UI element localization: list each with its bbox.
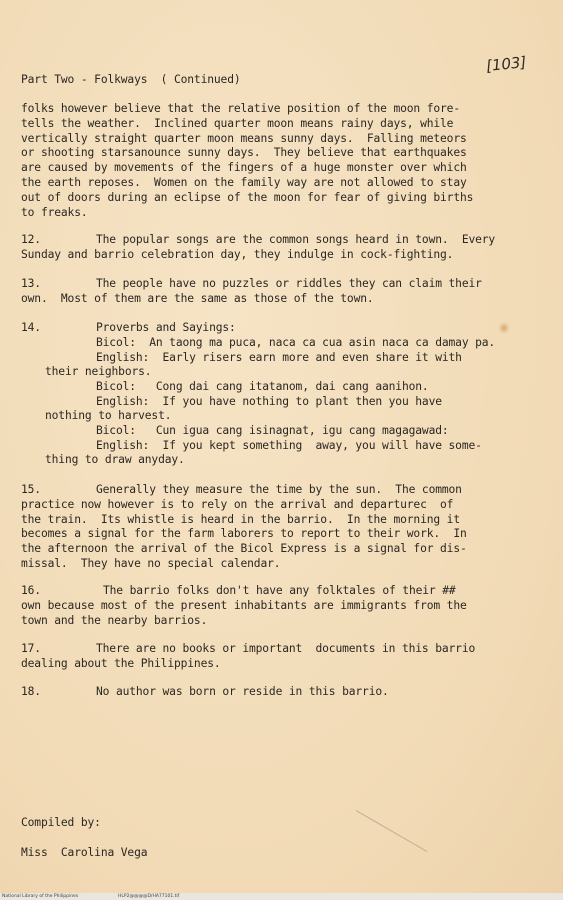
- item-line: Sunday and barrio celebration day, they indulge in cock-fighting.: [21, 248, 454, 261]
- item-line: the train. Its whistle is heard in the barrio. In the morning it: [21, 512, 460, 526]
- proverb-bicol: Bicol: Cong dai cang itatanom, dai cang aanihon.: [96, 380, 429, 393]
- page-number: [103]: [485, 52, 528, 76]
- item-number: 17.: [21, 642, 41, 655]
- item-line: Generally they measure the time by the sun. The common: [96, 483, 462, 496]
- intro-line: folks however believe that the relative position of the moon fore-: [21, 102, 460, 115]
- intro-line: are caused by movements of the fingers of a huge monster over which: [21, 161, 467, 175]
- item-18: [21, 685, 389, 743]
- item-number: 12.: [21, 233, 41, 246]
- ink-smudge: [498, 322, 510, 334]
- item-number: 14.: [21, 321, 41, 334]
- section-heading: Part Two - Folkways ( Continued): [21, 73, 241, 86]
- proverb-english: English: Early risers earn more and even share it with: [96, 351, 462, 364]
- proverb-english: English: If you have nothing to plant then you have: [96, 395, 442, 408]
- item-line: own. Most of them are the same as those of the town.: [21, 292, 374, 305]
- item-number: 16.: [21, 584, 41, 597]
- proverbs-heading: Proverbs and Sayings:: [96, 321, 236, 334]
- item-line: becomes a signal for the farm laborers to report to their work. In: [21, 527, 467, 540]
- intro-line: out of doors during an eclipse of the moon for fear of giving births: [21, 190, 474, 204]
- proverb-english: English: If you kept something away, you will have some-: [96, 439, 482, 452]
- item-line: No author was born or reside in this barrio.: [96, 685, 389, 698]
- intro-line: vertically straight quarter moon means sunny days. Falling meteors: [21, 131, 467, 145]
- item-line: the afternoon the arrival of the Bicol Express is a signal for dis-: [21, 542, 467, 555]
- item-line: The barrio folks don't have any folktales of their ##: [103, 584, 456, 597]
- intro-line: the earth reposes. Women on the family way are not allowed to stay: [21, 176, 467, 189]
- proverb-english-cont: their neighbors.: [45, 365, 152, 378]
- proverb-english-cont: thing to draw anyday.: [45, 453, 185, 466]
- pencil-mark: [356, 810, 428, 852]
- footer-filename: HLP2@@@@D/HA77101.tif: [118, 894, 180, 899]
- proverb-bicol: Bicol: Cun igua cang isinagnat, igu cang magagawad:: [96, 424, 449, 437]
- item-line: dealing about the Philippines.: [21, 657, 221, 670]
- compiled-by-label: Compiled by:: [21, 816, 101, 829]
- intro-line: to freaks.: [21, 205, 88, 219]
- item-line: There are no books or important documents in this barrio: [96, 642, 476, 655]
- proverb-english-cont: nothing to harvest.: [45, 409, 172, 422]
- item-line: own because most of the present inhabitants are immigrants from the: [21, 599, 467, 612]
- intro-line: or shooting starsanounce sunny days. They believe that earthquakes: [21, 146, 467, 160]
- footer-library: National Library of the Philippines: [2, 894, 79, 899]
- intro-line: tells the weather. Inclined quarter moon means rainy days, while: [21, 116, 454, 130]
- proverb-bicol: Bicol: An taong ma puca, naca ca cua asin naca ca damay pa.: [96, 336, 496, 349]
- item-number: 18.: [21, 685, 41, 698]
- scan-footer: [0, 893, 563, 900]
- compiler-name: Miss Carolina Vega: [21, 846, 148, 859]
- item-line: practice now however is to rely on the arrival and departurec of: [21, 498, 454, 511]
- item-line: town and the nearby barrios.: [21, 613, 208, 627]
- item-line: The popular songs are the common songs heard in town. Every: [96, 233, 496, 246]
- item-number: 15.: [21, 483, 41, 496]
- item-line: missal. They have no special calendar.: [21, 556, 281, 570]
- item-line: The people have no puzzles or riddles they can claim their: [96, 277, 482, 290]
- item-number: 13.: [21, 277, 41, 290]
